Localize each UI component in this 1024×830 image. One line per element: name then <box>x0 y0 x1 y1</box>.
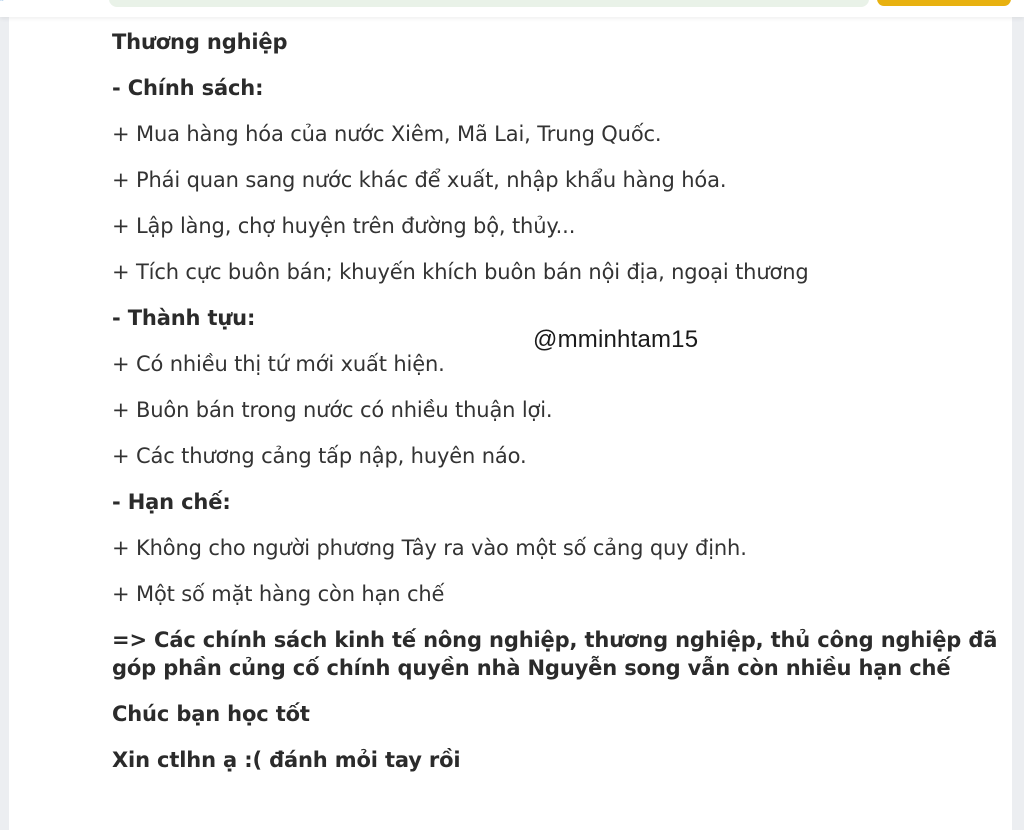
list-item: + Lập làng, chợ huyện trên đường bộ, thủy... <box>112 214 576 238</box>
list-item: + Các thương cảng tấp nập, huyên náo. <box>112 444 527 468</box>
menu-dots-icon[interactable]: ·· <box>0 0 4 5</box>
list-item: + Buôn bán trong nước có nhiều thuận lợi. <box>112 398 553 422</box>
watermark: @mminhtam15 <box>533 326 699 353</box>
answer-content <box>112 30 998 772</box>
list-item: + Một số mặt hàng còn hạn chế <box>112 582 445 606</box>
section-heading-han-che: - Hạn chế: <box>112 490 231 514</box>
answer-input[interactable] <box>109 0 869 7</box>
answer-card <box>9 17 1012 830</box>
list-item: + Phái quan sang nước khác để xuất, nhập khẩu hàng hóa. <box>112 168 727 192</box>
request-text: Xin ctlhn ạ :( đánh mỏi tay rồi <box>112 748 461 772</box>
closing-text: Chúc bạn học tốt <box>112 702 310 726</box>
top-bar <box>0 0 1024 17</box>
list-item: + Không cho người phương Tây ra vào một số cảng quy định. <box>112 536 747 560</box>
section-heading-thanh-tuu: - Thành tựu: <box>112 306 256 330</box>
answer-title: Thương nghiệp <box>112 30 288 54</box>
list-item: + Mua hàng hóa của nước Xiêm, Mã Lai, Trung Quốc. <box>112 122 662 146</box>
submit-button[interactable] <box>877 0 1011 6</box>
conclusion-line-2: góp phần củng cố chính quyền nhà Nguyễn song vẫn còn nhiều hạn chế <box>112 656 951 680</box>
conclusion-line-1: => Các chính sách kinh tế nông nghiệp, thương nghiệp, thủ công nghiệp đã <box>112 628 998 652</box>
list-item: + Tích cực buôn bán; khuyến khích buôn bán nội địa, ngoại thương <box>112 260 809 284</box>
section-heading-chinh-sach: - Chính sách: <box>112 76 264 100</box>
list-item: + Có nhiều thị tứ mới xuất hiện. <box>112 352 445 376</box>
